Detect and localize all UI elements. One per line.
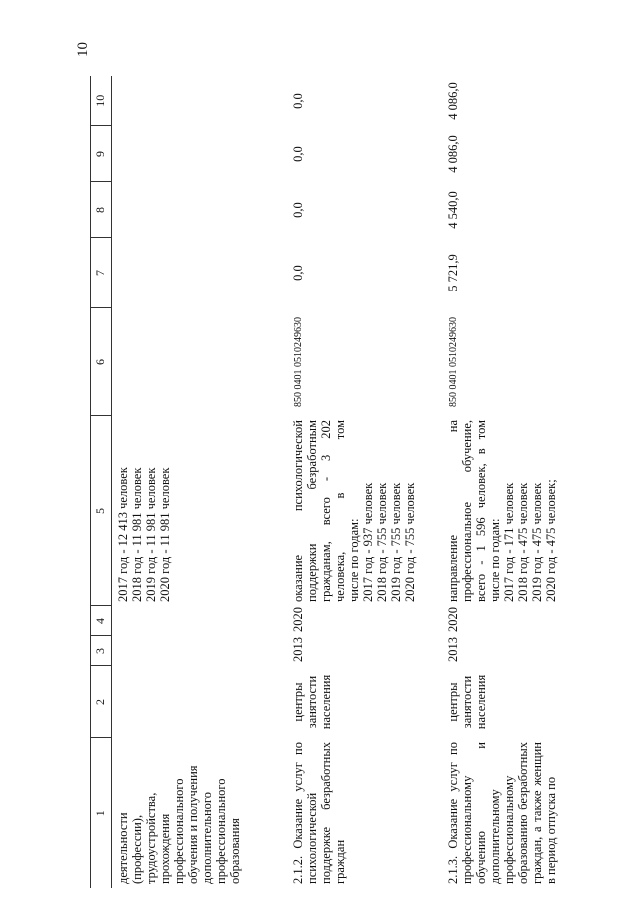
amount-cell — [112, 126, 287, 182]
result-text: направление на профессиональное обучение, всего - 1 596 человек, в том — [445, 420, 488, 602]
program-table — [90, 76, 582, 888]
end-year — [112, 606, 287, 636]
executor-cell: центры занятости населения — [290, 674, 333, 730]
header-row — [91, 76, 112, 888]
page-number: 10 — [75, 42, 91, 57]
amount-cell — [112, 76, 287, 126]
budget-code: 850 0401 0510249630 — [292, 317, 304, 407]
col-header: 3 — [91, 636, 112, 666]
col-header: 7 — [91, 238, 112, 308]
amount-cell: 0,0 — [290, 146, 305, 162]
amount-cell: 4 086,0 — [445, 82, 460, 120]
amount-cell — [112, 238, 287, 308]
result-text: оказание психологической поддержки безработным гражданам, всего - 3 202 человека, в том — [290, 420, 347, 602]
result-cell: 2017 год - 12 413 человек 2018 год - 11 981 человек 2019 год - 11 981 человек 2020 год - 11 981 человек — [116, 467, 172, 602]
col-header: 6 — [91, 308, 112, 416]
amount-cell: 4 540,0 — [445, 191, 460, 229]
start-year — [112, 636, 287, 666]
col-header: 8 — [91, 182, 112, 238]
budget-code — [112, 308, 287, 416]
table-row — [112, 76, 287, 888]
col-header: 2 — [91, 666, 112, 738]
col-header: 10 — [91, 76, 112, 126]
end-year: 2020 — [290, 607, 305, 632]
amount-cell: 4 086,0 — [445, 135, 460, 173]
col-header: 9 — [91, 126, 112, 182]
amount-cell: 5 721,9 — [445, 254, 460, 292]
executor-cell: центры занятости населения — [445, 674, 488, 730]
result-cell: оказание психологической поддержки безработным гражданам, всего - 3 202 человека, в том числе по годам: 2017 год - 937 человек 2018 год - 755 человек 2019 год - 755 человек 2020 год - 755 человек — [290, 420, 417, 602]
col-header: 4 — [91, 606, 112, 636]
executor-cell — [112, 666, 287, 738]
row-description: деятельности (профессии), трудоустройства, прохождения профессионального обучения и получения дополнительного профессионального образования — [116, 765, 242, 884]
amount-cell: 0,0 — [290, 265, 305, 281]
start-year: 2013 — [445, 637, 460, 662]
table-row — [442, 76, 582, 888]
result-cell: направление на профессиональное обучение, всего - 1 596 человек, в том числе по годам: 2017 год - 171 человек 2018 год - 475 человек 2019 год - 475 человек 2020 год - 475 человек; — [445, 420, 558, 602]
col-header: 1 — [91, 738, 112, 888]
table-row — [287, 76, 442, 888]
col-header: 5 — [91, 416, 112, 606]
row-description: 2.1.3. Оказание услуг по профессиональному обучению и дополнительному профессиональному образованию безработных граждан, а также женщин в период отпуска по — [445, 742, 558, 884]
amount-cell: 0,0 — [290, 93, 305, 109]
amount-cell: 0,0 — [290, 202, 305, 218]
row-description: 2.1.2. Оказание услуг по психологической поддержке безработных граждан — [290, 742, 347, 884]
start-year: 2013 — [290, 637, 305, 662]
end-year: 2020 — [445, 607, 460, 632]
budget-code: 850 0401 0510249630 — [447, 317, 459, 407]
amount-cell — [112, 182, 287, 238]
